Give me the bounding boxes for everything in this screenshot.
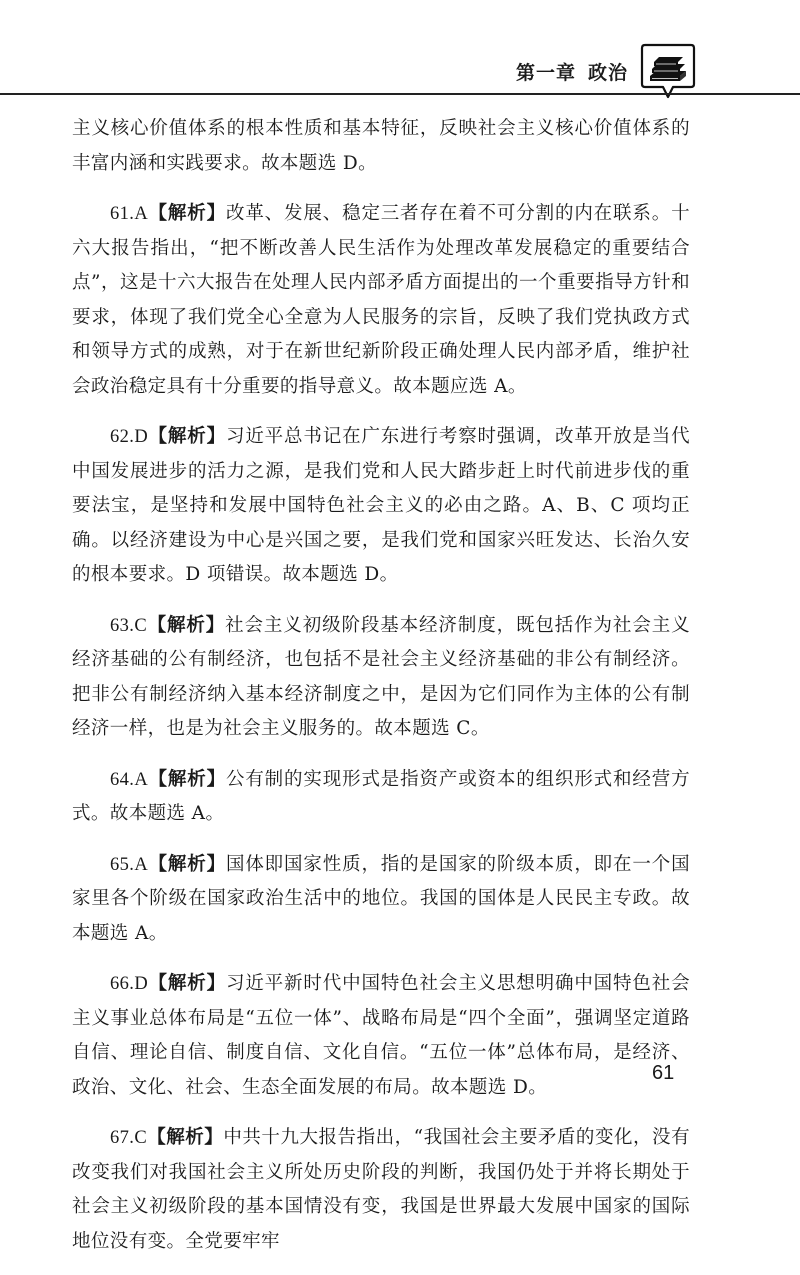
analysis-tag: 【解析】 <box>148 973 226 994</box>
answer-choice: A <box>134 854 149 875</box>
question-number: 64. <box>110 769 135 790</box>
analysis-text: 习近平总书记在广东进行考察时强调，改革开放是当代中国发展进步的活力之源，是我们党和人民大踏步赶上时代前进步伐的重要法宝，是坚持和发展中国特色社会主义的必由之路。A、B、C 项均正确。以经济建设为中心是兴国之要，是我们党和国家兴旺发达、长治久安的根本要求。D 项错误。故本题选 D。 <box>72 426 690 585</box>
paragraph-text: 主义核心价值体系的根本性质和基本特征，反映社会主义核心价值体系的丰富内涵和实践要求。故本题选 D。 <box>72 118 690 174</box>
answer-choice: D <box>134 427 149 447</box>
analysis-tag: 【解析】 <box>148 426 226 447</box>
answer-choice: A <box>134 769 149 790</box>
answer-66 <box>72 967 690 1105</box>
answer-61 <box>72 197 690 404</box>
question-number: 63. <box>110 615 135 636</box>
analysis-tag: 【解析】 <box>148 203 226 224</box>
analysis-text: 国体即国家性质，指的是国家的阶级本质，即在一个国家里各个阶级在国家政治生活中的地位。我国的国体是人民民主专政。故本题选 A。 <box>72 853 690 944</box>
question-number: 66. <box>110 974 135 994</box>
question-number: 61. <box>110 204 135 224</box>
question-number: 67. <box>110 1128 135 1148</box>
chapter-title: 政治 <box>587 62 628 84</box>
analysis-text: 习近平新时代中国特色社会主义思想明确中国特色社会主义事业总体布局是“五位一体”、战略布局是“四个全面”，强调坚定道路自信、理论自信、制度自信、文化自信。“五位一体”总体布局，是经济、政治、文化、社会、生态全面发展的布局。故本题选 D。 <box>72 973 690 1098</box>
book-stack-icon <box>640 42 696 100</box>
analysis-text: 公有制的实现形式是指资产或资本的组织形式和经营方式。故本题选 A。 <box>72 768 690 824</box>
answer-63 <box>72 609 690 747</box>
analysis-text: 中共十九大报告指出，“我国社会主要矛盾的变化，没有改变我们对我国社会主义所处历史阶段的判断，我国仍处于并将长期处于社会主义初级阶段的基本国情没有变，我国是世界最大发展中国家的国际地位没有变。全党要牢牢 <box>72 1127 690 1252</box>
chapter-heading <box>516 58 628 85</box>
analysis-tag: 【解析】 <box>148 768 226 790</box>
analysis-text: 社会主义初级阶段基本经济制度，既包括作为社会主义经济基础的公有制经济，也包括不是社会主义经济基础的非公有制经济。把非公有制经济纳入基本经济制度之中，是因为它们同作为主体的公有制经济一样，也是为社会主义服务的。故本题选 C。 <box>72 614 690 739</box>
analysis-tag: 【解析】 <box>148 853 226 875</box>
answer-choice: D <box>134 974 149 994</box>
answer-choice: A <box>134 204 149 224</box>
answer-62 <box>72 420 690 593</box>
answer-choice: C <box>134 615 148 636</box>
page-body <box>72 112 690 1275</box>
question-number: 62. <box>110 427 135 447</box>
page-number: 61 <box>652 1062 675 1084</box>
analysis-tag: 【解析】 <box>147 1127 224 1148</box>
analysis-tag: 【解析】 <box>147 614 226 636</box>
chapter-label: 第一章 <box>515 62 576 84</box>
header-rule <box>0 93 800 95</box>
answer-choice: C <box>134 1128 148 1148</box>
answer-65 <box>72 848 690 952</box>
question-number: 65. <box>110 854 135 875</box>
answer-64 <box>72 763 690 832</box>
analysis-text: 改革、发展、稳定三者存在着不可分割的内在联系。十六大报告指出，“把不断改善人民生活作为处理改革发展稳定的重要结合点”，这是十六大报告在处理人民内部矛盾方面提出的一个重要指导方针和要求，体现了我们党全心全意为人民服务的宗旨，反映了我们党执政方式和领导方式的成熟，对于在新世纪新阶段正确处理人民内部矛盾，维护社会政治稳定具有十分重要的指导意义。故本题应选 A。 <box>72 203 690 397</box>
paragraph-continuation <box>72 112 690 181</box>
page-header <box>0 0 800 100</box>
